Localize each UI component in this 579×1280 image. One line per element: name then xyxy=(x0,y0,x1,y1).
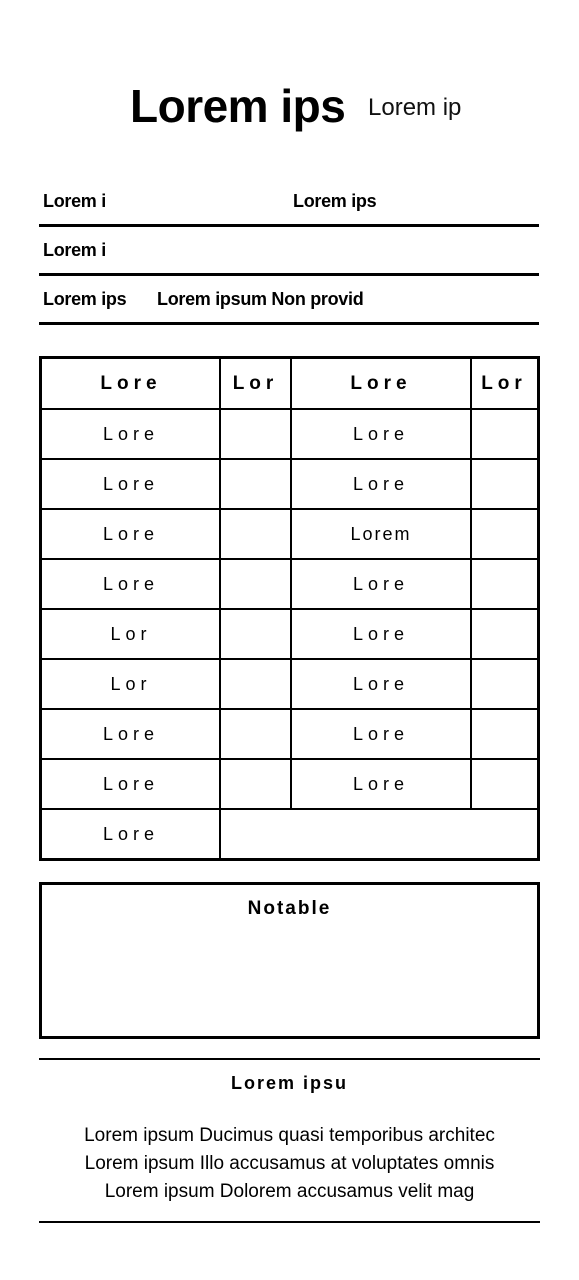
table-header-cell: Lore xyxy=(100,373,162,394)
info-row-3-label: Lorem ips xyxy=(43,289,127,309)
footer-line-1: Lorem ipsum Ducimus quasi temporibus architec xyxy=(84,1125,495,1146)
table-divider xyxy=(219,359,221,858)
table-cell: Lore xyxy=(352,424,410,444)
notable-title: Notable xyxy=(247,898,332,919)
table-cell: Lore xyxy=(102,474,160,494)
info-row-1-label: Lorem i xyxy=(43,191,106,211)
table-cell: Lore xyxy=(102,774,160,794)
table-cell: Lorem xyxy=(350,524,412,544)
footer-title: Lorem ipsu xyxy=(230,1073,348,1093)
table-cell: Lore xyxy=(352,674,410,694)
table-cell: Lore xyxy=(352,474,410,494)
info-row-3 xyxy=(39,276,539,325)
table-cell: Lore xyxy=(102,574,160,594)
table-header-cell: Lore xyxy=(350,373,412,394)
info-section xyxy=(39,178,539,325)
footer-line-3: Lorem ipsum Dolorem accusamus velit mag xyxy=(104,1181,475,1202)
footer-line-2: Lorem ipsum Illo accusamus at voluptates omnis xyxy=(84,1153,495,1174)
info-row-2 xyxy=(39,227,539,276)
info-row-1 xyxy=(39,178,539,227)
table-cell: Lor xyxy=(110,624,152,644)
page-title: Lorem ips xyxy=(130,80,346,132)
page-subtitle: Lorem ip xyxy=(368,94,462,121)
table-cell: Lor xyxy=(110,674,152,694)
table-cell: Lore xyxy=(102,524,160,544)
table-header-cell: Lor xyxy=(232,373,279,394)
info-row-3-value: Lorem ipsum Non provid xyxy=(157,289,364,309)
table-cell: Lore xyxy=(102,724,160,744)
table-cell: Lore xyxy=(352,774,410,794)
table-cell: Lore xyxy=(102,424,160,444)
table-divider xyxy=(470,359,472,809)
table-cell: Lore xyxy=(352,624,410,644)
table-header-cell: Lor xyxy=(481,373,527,394)
table-cell: Lore xyxy=(352,574,410,594)
header xyxy=(0,78,579,134)
footer-divider-bottom xyxy=(39,1221,540,1223)
notable-box xyxy=(39,882,540,1039)
footer-divider-top xyxy=(39,1058,540,1060)
table-cell: Lore xyxy=(102,823,160,844)
data-table xyxy=(39,356,540,861)
info-row-1-value: Lorem ips xyxy=(293,191,377,211)
table-cell: Lore xyxy=(352,724,410,744)
table-divider xyxy=(290,359,292,809)
info-row-2-label: Lorem i xyxy=(43,240,106,260)
